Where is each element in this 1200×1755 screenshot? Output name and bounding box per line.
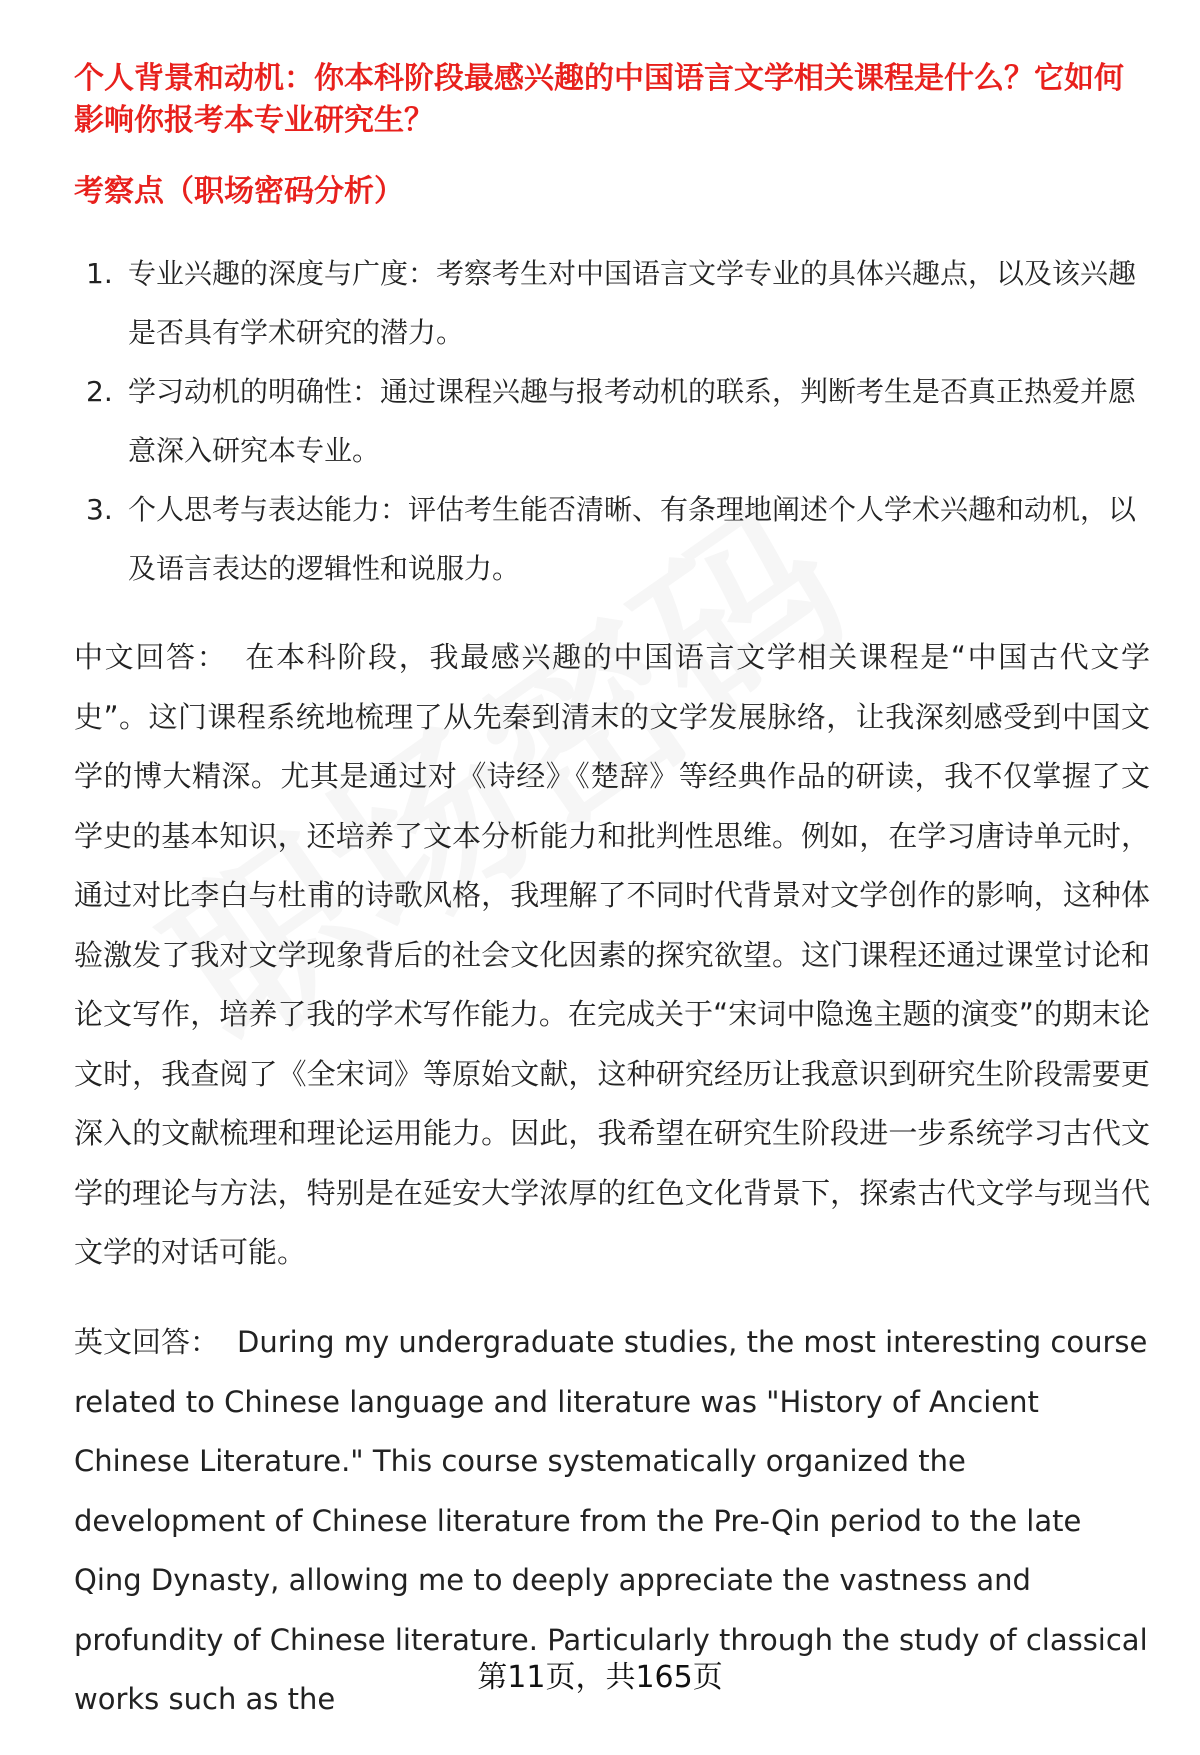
chinese-answer-text: 在本科阶段，我最感兴趣的中国语言文学相关课程是“中国古代文学史”。这门课程系统地梳理了从先秦到清末的文学发展脉络，让我深刻感受到中国文学的博大精深。尤其是通过对《诗经》《楚辞》等经典作品的研读，我不仅掌握了文学史的基本知识，还培养了文本分析能力和批判性思维。例如，在学习唐诗单元时，通过对比李白与杜甫的诗歌风格，我理解了不同时代背景对文学创作的影响，这种体验激发了我对文学现象背后的社会文化因素的探究欲望。这门课程还通过课堂讨论和论文写作，培养了我的学术写作能力。在完成关于“宋词中隐逸主题的演变”的期末论文时，我查阅了《全宋词》等原始文献，这种研究经历让我意识到研究生阶段需要更深入的文献梳理和理论运用能力。因此，我希望在研究生阶段进一步系统学习古代文学的理论与方法，特别是在延安大学浓厚的红色文化背景下，探索古代文学与现当代文学的对话可能。 — [74, 640, 1150, 1269]
english-answer-label: 英文回答： — [74, 1325, 220, 1359]
english-answer-text: During my undergraduate studies, the most interesting course related to Chinese language and literature was "History of Ancient Chinese Literature." This course systematically organized the development of Chinese literature from the Pre-Qin period to the late Qing Dynasty, allowing me to deeply appreciate the vastness and profundity of Chinese literature. Particularly through the study of classical works such as the — [74, 1325, 1148, 1716]
list-item-text: 学习动机的明确性：通过课程兴趣与报考动机的联系，判断考生是否真正热爱并愿意深入研究本专业。 — [128, 375, 1137, 467]
chinese-answer-label: 中文回答： — [74, 640, 228, 674]
list-item-number: 3. — [86, 493, 113, 526]
chinese-answer — [74, 628, 1150, 1283]
list-item — [74, 480, 1144, 598]
list-item — [74, 244, 1144, 362]
list-item-number: 1. — [86, 257, 113, 290]
list-item-text: 个人思考与表达能力：评估考生能否清晰、有条理地阐述个人学术兴趣和动机，以及语言表达的逻辑性和说服力。 — [128, 493, 1137, 585]
question-heading: 个人背景和动机：你本科阶段最感兴趣的中国语言文学相关课程是什么？它如何影响你报考本专业研究生？ — [74, 61, 1124, 138]
list-item-number: 2. — [86, 375, 113, 408]
exam-points-title: 考察点（职场密码分析） — [74, 174, 404, 209]
list-item — [74, 362, 1144, 480]
page-number: 第11页，共165页 — [477, 1660, 723, 1695]
list-item-text: 专业兴趣的深度与广度：考察考生对中国语言文学专业的具体兴趣点，以及该兴趣是否具有学术研究的潜力。 — [128, 257, 1137, 349]
exam-points-list — [74, 244, 1144, 598]
